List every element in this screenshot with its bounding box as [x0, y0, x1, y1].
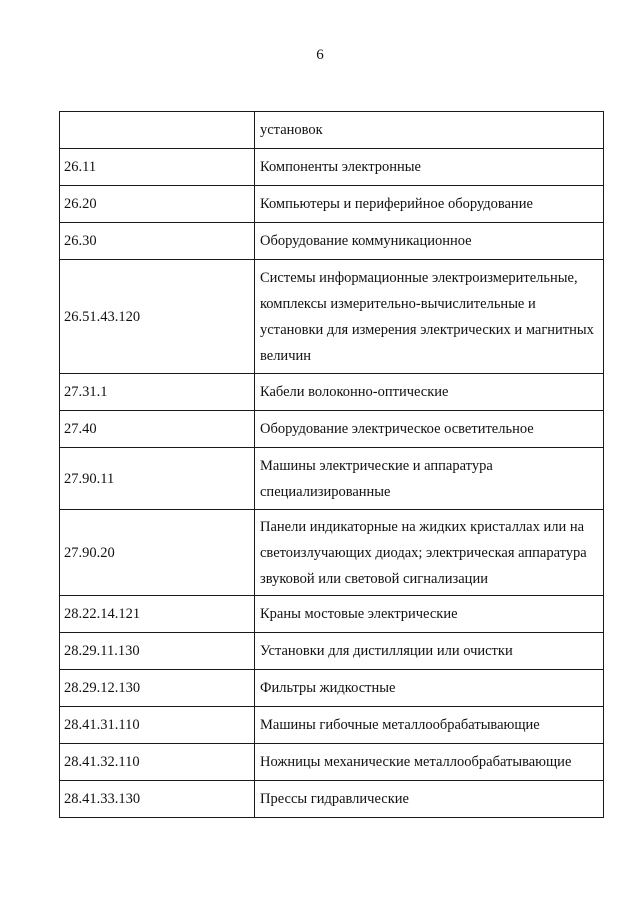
- code-cell: 28.22.14.121: [60, 596, 255, 633]
- code-cell: 28.41.31.110: [60, 707, 255, 744]
- description-cell: Компоненты электронные: [255, 149, 604, 186]
- table-row: [60, 223, 604, 260]
- description-cell: Краны мостовые электрические: [255, 596, 604, 633]
- okpd-codes-table: [59, 111, 604, 818]
- description-cell: Прессы гидравлические: [255, 781, 604, 818]
- description-cell: Панели индикаторные на жидких кристаллах или на светоизлучающих диодах; электрическая аппаратура звуковой или световой сигнализации: [255, 510, 604, 596]
- description-cell: Оборудование электрическое осветительное: [255, 411, 604, 448]
- page-number: 6: [316, 47, 324, 63]
- table-row: [60, 186, 604, 223]
- code-cell: 27.90.20: [60, 510, 255, 596]
- code-cell: [60, 112, 255, 149]
- table-row: [60, 112, 604, 149]
- table-row: [60, 411, 604, 448]
- table-row: [60, 448, 604, 510]
- description-cell: Установки для дистилляции или очистки: [255, 633, 604, 670]
- code-cell: 26.51.43.120: [60, 260, 255, 374]
- table-row: [60, 149, 604, 186]
- description-cell: Машины гибочные металлообрабатывающие: [255, 707, 604, 744]
- code-cell: 26.20: [60, 186, 255, 223]
- code-cell: 28.41.32.110: [60, 744, 255, 781]
- description-cell: Оборудование коммуникационное: [255, 223, 604, 260]
- description-cell: Кабели волоконно-оптические: [255, 374, 604, 411]
- code-cell: 27.40: [60, 411, 255, 448]
- code-cell: 28.29.12.130: [60, 670, 255, 707]
- table-row: [60, 670, 604, 707]
- code-cell: 26.30: [60, 223, 255, 260]
- description-cell: установок: [255, 112, 604, 149]
- code-cell: 27.31.1: [60, 374, 255, 411]
- description-cell: Ножницы механические металлообрабатывающие: [255, 744, 604, 781]
- table-row: [60, 633, 604, 670]
- description-cell: Компьютеры и периферийное оборудование: [255, 186, 604, 223]
- description-cell: Фильтры жидкостные: [255, 670, 604, 707]
- code-cell: 27.90.11: [60, 448, 255, 510]
- code-cell: 26.11: [60, 149, 255, 186]
- table-row: [60, 374, 604, 411]
- code-cell: 28.41.33.130: [60, 781, 255, 818]
- table-row: [60, 744, 604, 781]
- table-row: [60, 707, 604, 744]
- table-row: [60, 596, 604, 633]
- table-row: [60, 510, 604, 596]
- description-cell: Системы информационные электроизмерительные, комплексы измерительно-вычислительные и установки для измерения электрических и магнитных величин: [255, 260, 604, 374]
- table-row: [60, 781, 604, 818]
- table-row: [60, 260, 604, 374]
- description-cell: Машины электрические и аппаратура специализированные: [255, 448, 604, 510]
- code-cell: 28.29.11.130: [60, 633, 255, 670]
